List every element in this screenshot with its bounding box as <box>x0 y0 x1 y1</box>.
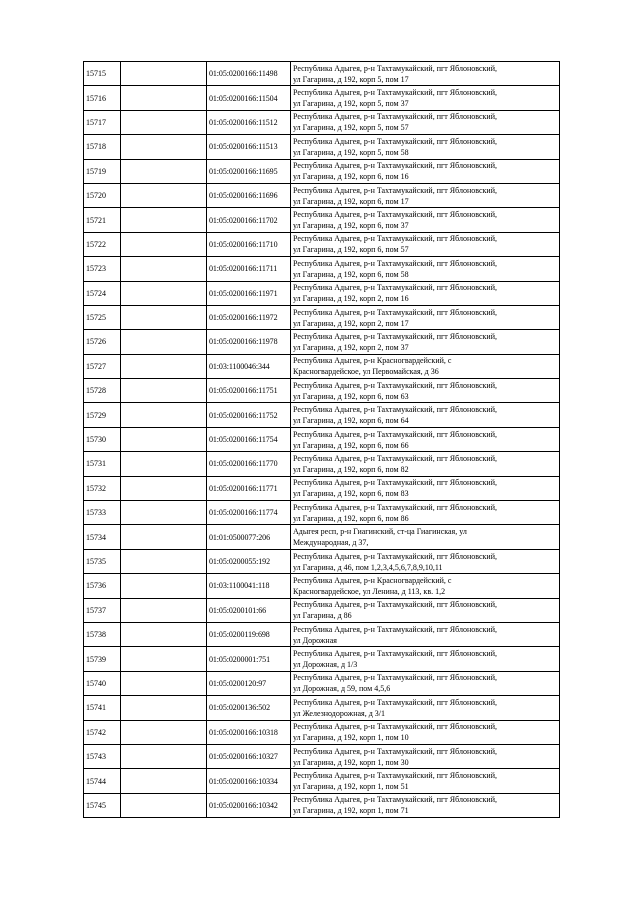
table-row <box>84 379 560 403</box>
address-cell <box>291 452 560 476</box>
address-line-1: Республика Адыгея, р-н Тахтамукайский, пгт Яблоновский, <box>293 771 497 781</box>
address-line-1: Республика Адыгея, р-н Тахтамукайский, пгт Яблоновский, <box>293 453 497 463</box>
empty-cell <box>121 330 207 354</box>
address-line-2: ул Гагарина, д 192, корп 5, пом 17 <box>293 74 409 84</box>
address-line-1: Республика Адыгея, р-н Тахтамукайский, пгт Яблоновский, <box>293 185 497 195</box>
address-line-1: Республика Адыгея, р-н Тахтамукайский, пгт Яблоновский, <box>293 161 497 171</box>
address-cell <box>291 257 560 281</box>
address-line-1: Республика Адыгея, р-н Тахтамукайский, пгт Яблоновский, <box>293 795 497 805</box>
address-line-1: Республика Адыгея, р-н Тахтамукайский, пгт Яблоновский, <box>293 429 497 439</box>
address-line-2: ул Гагарина, д 192, корп 6, пом 58 <box>293 269 409 279</box>
table-row <box>84 501 560 525</box>
address-line-2: ул Гагарина, д 192, корп 6, пом 17 <box>293 196 409 206</box>
address-cell <box>291 696 560 720</box>
table-row <box>84 135 560 159</box>
cadastral-number: 01:05:0200166:11710 <box>207 232 291 256</box>
address-cell <box>291 379 560 403</box>
empty-cell <box>121 257 207 281</box>
table-row <box>84 159 560 183</box>
address-line-2: ул Гагарина, д 192, корп 1, пом 71 <box>293 806 409 816</box>
address-line-1: Республика Адыгея, р-н Тахтамукайский, пгт Яблоновский, <box>293 649 497 659</box>
address-cell <box>291 427 560 451</box>
address-cell <box>291 281 560 305</box>
address-line-2: ул Гагарина, д 46, пом 1,2,3,4,5,6,7,8,9,10,11 <box>293 562 443 572</box>
address-line-1: Республика Адыгея, р-н Тахтамукайский, пгт Яблоновский, <box>293 88 497 98</box>
address-cell <box>291 62 560 86</box>
address-line-2: ул Гагарина, д 192, корп 5, пом 37 <box>293 99 409 109</box>
cadastral-number: 01:05:0200166:11771 <box>207 476 291 500</box>
address-line-1: Республика Адыгея, р-н Тахтамукайский, пгт Яблоновский, <box>293 478 497 488</box>
cadastral-number: 01:05:0200166:11751 <box>207 379 291 403</box>
address-line-1: Республика Адыгея, р-н Тахтамукайский, пгт Яблоновский, <box>293 283 497 293</box>
address-cell <box>291 86 560 110</box>
row-number: 15744 <box>84 769 121 793</box>
address-cell <box>291 744 560 768</box>
cadastral-number: 01:05:0200119:698 <box>207 622 291 646</box>
address-cell <box>291 354 560 378</box>
row-number: 15736 <box>84 574 121 598</box>
empty-cell <box>121 110 207 134</box>
table-row <box>84 671 560 695</box>
row-number: 15718 <box>84 135 121 159</box>
empty-cell <box>121 452 207 476</box>
address-line-2: ул Гагарина, д 192, корп 6, пом 57 <box>293 245 409 255</box>
table-row <box>84 305 560 329</box>
address-cell <box>291 598 560 622</box>
address-line-1: Республика Адыгея, р-н Тахтамукайский, пгт Яблоновский, <box>293 380 497 390</box>
address-cell <box>291 720 560 744</box>
address-line-1: Республика Адыгея, р-н Тахтамукайский, пгт Яблоновский, <box>293 624 497 634</box>
table-row <box>84 330 560 354</box>
address-line-2: ул Гагарина, д 192, корп 6, пом 16 <box>293 172 409 182</box>
empty-cell <box>121 86 207 110</box>
empty-cell <box>121 598 207 622</box>
row-number: 15728 <box>84 379 121 403</box>
address-line-1: Республика Адыгея, р-н Красногвардейский, с <box>293 575 452 585</box>
row-number: 15721 <box>84 208 121 232</box>
table-row <box>84 403 560 427</box>
empty-cell <box>121 744 207 768</box>
cadastral-number: 01:05:0200166:10342 <box>207 793 291 817</box>
address-cell <box>291 622 560 646</box>
row-number: 15722 <box>84 232 121 256</box>
address-cell <box>291 232 560 256</box>
address-line-2: ул Железнодорожная, д 3/1 <box>293 708 386 718</box>
address-line-2: ул Дорожная, д 1/3 <box>293 660 358 670</box>
row-number: 15727 <box>84 354 121 378</box>
address-line-2: Международная, д 37, <box>293 538 369 548</box>
address-line-1: Республика Адыгея, р-н Тахтамукайский, пгт Яблоновский, <box>293 746 497 756</box>
address-line-1: Республика Адыгея, р-н Тахтамукайский, пгт Яблоновский, <box>293 331 497 341</box>
row-number: 15723 <box>84 257 121 281</box>
empty-cell <box>121 525 207 549</box>
empty-cell <box>121 501 207 525</box>
cadastral-number: 01:05:0200166:10334 <box>207 769 291 793</box>
row-number: 15739 <box>84 647 121 671</box>
address-cell <box>291 403 560 427</box>
row-number: 15738 <box>84 622 121 646</box>
address-line-2: ул Гагарина, д 192, корп 6, пом 63 <box>293 391 409 401</box>
empty-cell <box>121 183 207 207</box>
empty-cell <box>121 305 207 329</box>
empty-cell <box>121 62 207 86</box>
address-line-2: ул Гагарина, д 86 <box>293 611 352 621</box>
row-number: 15719 <box>84 159 121 183</box>
address-line-2: ул Дорожная <box>293 635 337 645</box>
cadastral-number: 01:05:0200166:11513 <box>207 135 291 159</box>
address-line-1: Республика Адыгея, р-н Тахтамукайский, пгт Яблоновский, <box>293 136 497 146</box>
empty-cell <box>121 549 207 573</box>
cadastral-number: 01:05:0200166:11978 <box>207 330 291 354</box>
empty-cell <box>121 769 207 793</box>
empty-cell <box>121 232 207 256</box>
address-cell <box>291 549 560 573</box>
property-registry-table <box>83 61 560 818</box>
address-line-1: Республика Адыгея, р-н Тахтамукайский, пгт Яблоновский, <box>293 551 497 561</box>
table-row <box>84 476 560 500</box>
empty-cell <box>121 622 207 646</box>
address-line-1: Республика Адыгея, р-н Тахтамукайский, пгт Яблоновский, <box>293 673 497 683</box>
cadastral-number: 01:05:0200166:11972 <box>207 305 291 329</box>
table-row <box>84 183 560 207</box>
address-line-2: ул Гагарина, д 192, корп 2, пом 17 <box>293 318 409 328</box>
empty-cell <box>121 476 207 500</box>
table-row <box>84 598 560 622</box>
row-number: 15715 <box>84 62 121 86</box>
address-line-2: ул Гагарина, д 192, корп 6, пом 82 <box>293 464 409 474</box>
cadastral-number: 01:05:0200166:11711 <box>207 257 291 281</box>
table-row <box>84 257 560 281</box>
address-line-1: Республика Адыгея, р-н Тахтамукайский, пгт Яблоновский, <box>293 258 497 268</box>
cadastral-number: 01:05:0200001:751 <box>207 647 291 671</box>
address-line-2: ул Гагарина, д 192, корп 6, пом 64 <box>293 416 409 426</box>
address-line-2: ул Гагарина, д 192, корп 6, пом 86 <box>293 513 409 523</box>
address-line-2: Красногвардейское, ул Ленина, д 113, кв. 1,2 <box>293 586 446 596</box>
address-cell <box>291 769 560 793</box>
address-cell <box>291 793 560 817</box>
row-number: 15743 <box>84 744 121 768</box>
table-row <box>84 232 560 256</box>
cadastral-number: 01:05:0200166:11774 <box>207 501 291 525</box>
cadastral-number: 01:05:0200166:11512 <box>207 110 291 134</box>
table-row <box>84 549 560 573</box>
address-line-2: ул Гагарина, д 192, корп 6, пом 66 <box>293 440 409 450</box>
address-line-1: Республика Адыгея, р-н Тахтамукайский, пгт Яблоновский, <box>293 63 497 73</box>
table-row <box>84 427 560 451</box>
cadastral-number: 01:05:0200166:11971 <box>207 281 291 305</box>
table-row <box>84 647 560 671</box>
empty-cell <box>121 281 207 305</box>
cadastral-number: 01:05:0200055:192 <box>207 549 291 573</box>
address-line-2: ул Дорожная, д 59, пом 4,5,6 <box>293 684 391 694</box>
address-line-1: Республика Адыгея, р-н Тахтамукайский, пгт Яблоновский, <box>293 722 497 732</box>
table-row <box>84 696 560 720</box>
address-cell <box>291 159 560 183</box>
table-row <box>84 208 560 232</box>
address-cell <box>291 525 560 549</box>
address-line-1: Республика Адыгея, р-н Тахтамукайский, пгт Яблоновский, <box>293 112 497 122</box>
table-row <box>84 769 560 793</box>
row-number: 15745 <box>84 793 121 817</box>
row-number: 15731 <box>84 452 121 476</box>
row-number: 15725 <box>84 305 121 329</box>
table-row <box>84 62 560 86</box>
empty-cell <box>121 427 207 451</box>
row-number: 15742 <box>84 720 121 744</box>
address-line-1: Республика Адыгея, р-н Тахтамукайский, пгт Яблоновский, <box>293 502 497 512</box>
cadastral-number: 01:05:0200166:10327 <box>207 744 291 768</box>
table-row <box>84 574 560 598</box>
address-line-2: ул Гагарина, д 192, корп 1, пом 51 <box>293 782 409 792</box>
address-line-2: ул Гагарина, д 192, корп 2, пом 16 <box>293 294 409 304</box>
cadastral-number: 01:05:0200166:11498 <box>207 62 291 86</box>
row-number: 15730 <box>84 427 121 451</box>
cadastral-number: 01:05:0200166:11696 <box>207 183 291 207</box>
address-line-2: ул Гагарина, д 192, корп 5, пом 58 <box>293 147 409 157</box>
cadastral-number: 01:05:0200101:66 <box>207 598 291 622</box>
row-number: 15716 <box>84 86 121 110</box>
table-row <box>84 281 560 305</box>
table-row <box>84 86 560 110</box>
cadastral-number: 01:05:0200166:10318 <box>207 720 291 744</box>
row-number: 15720 <box>84 183 121 207</box>
address-cell <box>291 183 560 207</box>
address-line-2: ул Гагарина, д 192, корп 1, пом 30 <box>293 757 409 767</box>
address-cell <box>291 330 560 354</box>
cadastral-number: 01:05:0200166:11504 <box>207 86 291 110</box>
table-row <box>84 793 560 817</box>
address-line-1: Адыгея респ, р-н Гиагинский, ст-ца Гиагинская, ул <box>293 527 467 537</box>
address-cell <box>291 476 560 500</box>
address-line-1: Республика Адыгея, р-н Тахтамукайский, пгт Яблоновский, <box>293 234 497 244</box>
row-number: 15737 <box>84 598 121 622</box>
cadastral-number: 01:03:1100046:344 <box>207 354 291 378</box>
cadastral-number: 01:05:0200136:502 <box>207 696 291 720</box>
table-row <box>84 110 560 134</box>
cadastral-number: 01:03:1100041:118 <box>207 574 291 598</box>
table-row <box>84 720 560 744</box>
row-number: 15729 <box>84 403 121 427</box>
cadastral-number: 01:05:0200166:11752 <box>207 403 291 427</box>
address-line-1: Республика Адыгея, р-н Тахтамукайский, пгт Яблоновский, <box>293 210 497 220</box>
row-number: 15735 <box>84 549 121 573</box>
address-cell <box>291 501 560 525</box>
table-row <box>84 622 560 646</box>
cadastral-number: 01:05:0200166:11754 <box>207 427 291 451</box>
address-line-1: Республика Адыгея, р-н Тахтамукайский, пгт Яблоновский, <box>293 697 497 707</box>
empty-cell <box>121 403 207 427</box>
table-row <box>84 744 560 768</box>
table-row <box>84 452 560 476</box>
address-line-2: ул Гагарина, д 192, корп 6, пом 37 <box>293 221 409 231</box>
empty-cell <box>121 208 207 232</box>
empty-cell <box>121 793 207 817</box>
row-number: 15733 <box>84 501 121 525</box>
empty-cell <box>121 671 207 695</box>
row-number: 15741 <box>84 696 121 720</box>
address-line-2: ул Гагарина, д 192, корп 6, пом 83 <box>293 489 409 499</box>
cadastral-number: 01:01:0500077:206 <box>207 525 291 549</box>
address-cell <box>291 208 560 232</box>
address-cell <box>291 135 560 159</box>
table-body <box>84 62 560 818</box>
empty-cell <box>121 720 207 744</box>
address-line-1: Республика Адыгея, р-н Тахтамукайский, пгт Яблоновский, <box>293 307 497 317</box>
cadastral-number: 01:05:0200166:11695 <box>207 159 291 183</box>
cadastral-number: 01:05:0200166:11702 <box>207 208 291 232</box>
address-line-1: Республика Адыгея, р-н Тахтамукайский, пгт Яблоновский, <box>293 600 497 610</box>
address-cell <box>291 110 560 134</box>
address-line-2: Красногвардейское, ул Первомайская, д 36 <box>293 367 439 377</box>
address-line-2: ул Гагарина, д 192, корп 5, пом 57 <box>293 123 409 133</box>
row-number: 15724 <box>84 281 121 305</box>
address-line-1: Республика Адыгея, р-н Красногвардейский, с <box>293 356 452 366</box>
address-line-2: ул Гагарина, д 192, корп 1, пом 10 <box>293 733 409 743</box>
address-line-2: ул Гагарина, д 192, корп 2, пом 37 <box>293 342 409 352</box>
table-row <box>84 354 560 378</box>
cadastral-number: 01:05:0200120:97 <box>207 671 291 695</box>
empty-cell <box>121 647 207 671</box>
cadastral-number: 01:05:0200166:11770 <box>207 452 291 476</box>
address-line-1: Республика Адыгея, р-н Тахтамукайский, пгт Яблоновский, <box>293 405 497 415</box>
row-number: 15726 <box>84 330 121 354</box>
empty-cell <box>121 354 207 378</box>
row-number: 15732 <box>84 476 121 500</box>
empty-cell <box>121 159 207 183</box>
empty-cell <box>121 574 207 598</box>
empty-cell <box>121 696 207 720</box>
address-cell <box>291 574 560 598</box>
empty-cell <box>121 135 207 159</box>
row-number: 15717 <box>84 110 121 134</box>
row-number: 15740 <box>84 671 121 695</box>
address-cell <box>291 647 560 671</box>
row-number: 15734 <box>84 525 121 549</box>
address-cell <box>291 671 560 695</box>
empty-cell <box>121 379 207 403</box>
table-row <box>84 525 560 549</box>
address-cell <box>291 305 560 329</box>
